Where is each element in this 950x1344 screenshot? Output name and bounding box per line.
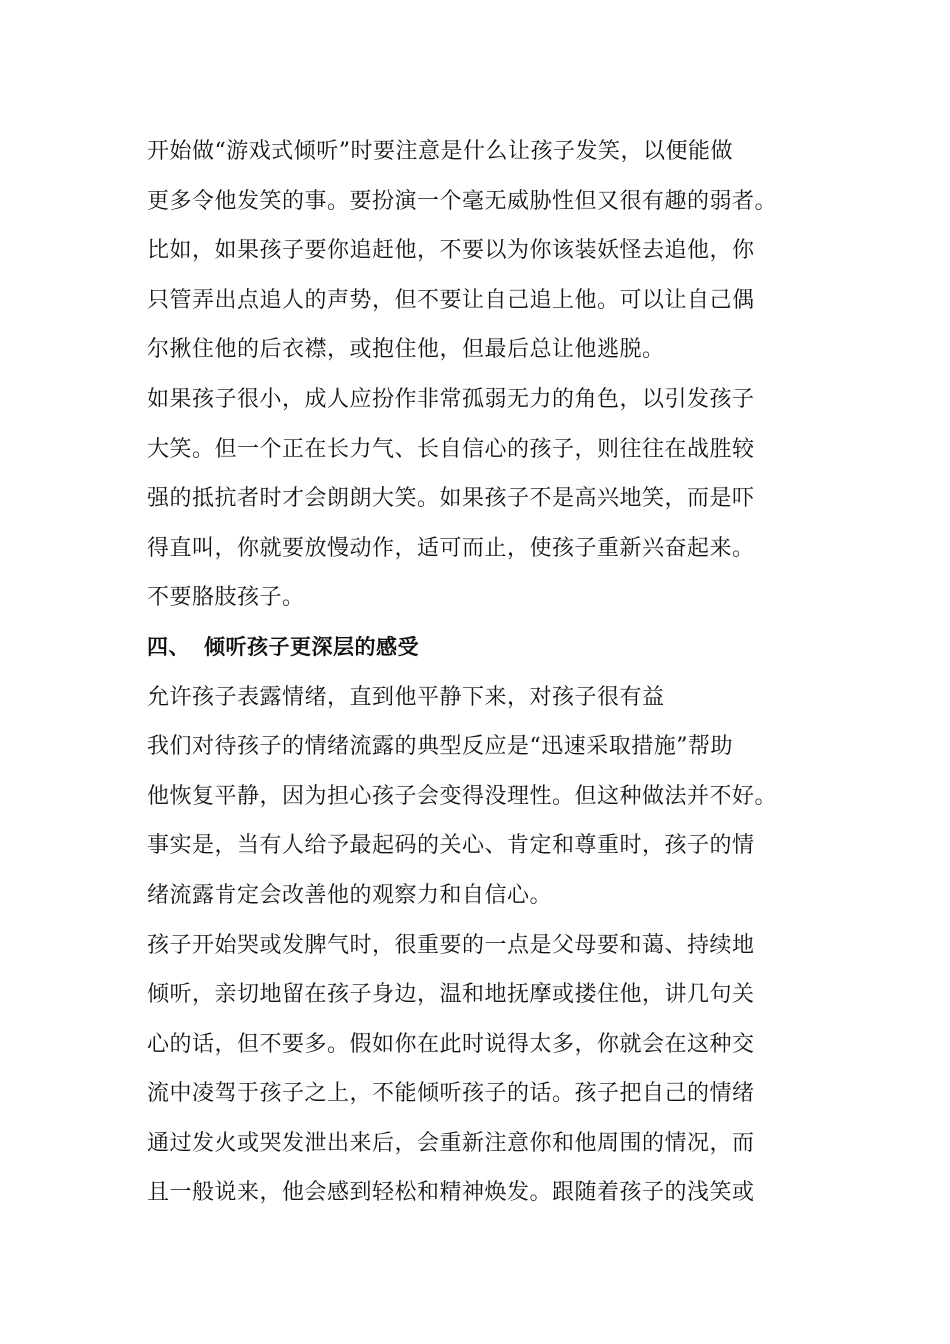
text-line: 绪流露肯定会改善他的观察力和自信心。 <box>147 882 553 908</box>
text-line: 尔揪住他的后衣襟，或抱住他，但最后总让他逃脱。 <box>147 337 665 363</box>
text-line: 大笑。但一个正在长力气、长自信心的孩子，则往往在战胜较 <box>147 436 755 462</box>
text-line: 如果孩子很小，成人应扮作非常孤弱无力的角色，以引发孩子 <box>147 386 755 412</box>
text-line: 比如，如果孩子要你追赶他，不要以为你该装妖怪去追他，你 <box>147 238 755 264</box>
text-line: 强的抵抗者时才会朗朗大笑。如果孩子不是高兴地笑，而是吓 <box>147 486 755 512</box>
text-line: 流中凌驾于孩子之上，不能倾听孩子的话。孩子把自己的情绪 <box>147 1081 755 1107</box>
text-line: 开始做“游戏式倾听”时要注意是什么让孩子发笑，以便能做 <box>147 139 733 164</box>
text-line: 允许孩子表露情绪，直到他平静下来，对孩子很有益 <box>147 684 665 710</box>
section-heading <box>147 623 827 673</box>
body-text <box>147 127 827 1218</box>
text-line: 且一般说来，他会感到轻松和精神焕发。跟随着孩子的浅笑或 <box>147 1180 755 1206</box>
section-number: 四、 <box>147 634 190 659</box>
text-line: 我们对待孩子的情绪流露的典型反应是“迅速采取措施”帮助 <box>147 734 733 760</box>
text-line: 只管弄出点追人的声势，但不要让自己追上他。可以让自己偶 <box>147 287 755 313</box>
text-line: 得直叫，你就要放慢动作，适可而止，使孩子重新兴奋起来。 <box>147 535 755 561</box>
section-title: 倾听孩子更深层的感受 <box>204 634 419 659</box>
text-line: 他恢复平静，因为担心孩子会变得没理性。但这种做法并不好。 <box>147 783 778 809</box>
text-line: 不要胳肢孩子。 <box>147 585 305 611</box>
text-line: 事实是，当有人给予最起码的关心、肯定和尊重时，孩子的情 <box>147 833 755 859</box>
text-line: 更多令他发笑的事。要扮演一个毫无威胁性但又很有趣的弱者。 <box>147 188 778 214</box>
text-line: 心的话，但不要多。假如你在此时说得太多，你就会在这种交 <box>147 1031 755 1057</box>
text-line: 孩子开始哭或发脾气时，很重要的一点是父母要和蔼、持续地 <box>147 932 755 958</box>
text-line: 倾听，亲切地留在孩子身边，温和地抚摩或搂住他，讲几句关 <box>147 982 755 1008</box>
text-line: 通过发火或哭发泄出来后，会重新注意你和他周围的情况，而 <box>147 1130 755 1156</box>
